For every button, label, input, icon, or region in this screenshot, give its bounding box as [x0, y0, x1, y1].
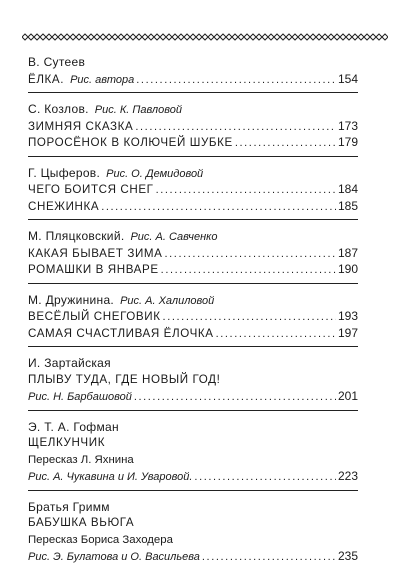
toc-entry[interactable]	[28, 198, 358, 215]
toc-entry[interactable]	[28, 515, 358, 532]
toc-entry[interactable]	[28, 118, 358, 135]
dot-leader	[101, 199, 336, 216]
author-name: М. Пляцковский.	[28, 229, 125, 243]
toc-section-tsyferov	[28, 163, 358, 221]
toc-entry[interactable]	[28, 372, 358, 389]
illustrator-credit: Рис. А. Чукавина и И. Уваровой.	[28, 471, 193, 483]
story-title: ЧЕГО БОИТСЯ СНЕГ	[28, 183, 154, 196]
illustrator-credit: Рис. О. Демидовой	[106, 167, 204, 180]
illustrator-credit: Рис. автора	[70, 73, 135, 86]
dot-leader	[194, 469, 336, 486]
toc-entry[interactable]	[28, 71, 358, 88]
illustrator-credit: Рис. К. Павловой	[94, 104, 182, 116]
page-number: 197	[337, 325, 358, 340]
dot-leader	[216, 326, 336, 343]
toc-section-suteev	[28, 52, 358, 93]
dot-leader	[202, 549, 336, 566]
dot-leader	[136, 72, 336, 89]
story-title: ЁЛКА.	[28, 72, 65, 86]
dot-leader	[164, 246, 335, 263]
toc-entry[interactable]	[28, 261, 358, 278]
dot-leader	[156, 182, 336, 199]
toc-section-plyatskovsky	[28, 226, 358, 284]
toc-section-grimm	[28, 497, 358, 570]
page-number: 184	[337, 182, 358, 196]
dot-leader	[134, 389, 336, 406]
page-number: 154	[337, 71, 358, 86]
page-number: 235	[337, 549, 358, 563]
retold-by: Пересказ Бориса Заходера	[28, 533, 173, 546]
toc-entry[interactable]	[28, 134, 358, 151]
author-name: М. Дружинина.	[28, 292, 115, 307]
page-number: 193	[337, 309, 358, 323]
toc-entry[interactable]	[28, 308, 358, 325]
toc-section-zartayskaya	[28, 353, 358, 411]
story-title: КАКАЯ БЫВАЕТ ЗИМА	[28, 246, 163, 260]
author-name: С. Козлов.	[28, 102, 89, 116]
toc-section-druzhinina	[28, 290, 358, 348]
illustrator-credit: Рис. А. Савченко	[130, 231, 218, 243]
story-title: РОМАШКИ В ЯНВАРЕ	[28, 263, 159, 276]
page-number: 173	[337, 118, 358, 133]
author-name: Г. Цыферов.	[28, 165, 101, 180]
toc-section-kozlov	[28, 99, 358, 157]
decorative-border	[22, 32, 388, 42]
author-name: Э. Т. А. Гофман	[28, 419, 119, 434]
retold-by: Пересказ Л. Яхнина	[28, 453, 134, 466]
dot-leader	[135, 119, 336, 136]
author-name: И. Зартайская	[28, 356, 111, 370]
page-number: 201	[337, 389, 358, 403]
story-title: БАБУШКА ВЬЮГА	[28, 516, 135, 529]
page-number: 179	[337, 135, 358, 149]
author-name: Братья Гримм	[28, 499, 110, 514]
story-title: ЩЕЛКУНЧИК	[28, 436, 106, 449]
story-title: ПОРОСЁНОК В КОЛЮЧЕЙ ШУБКЕ	[28, 136, 233, 149]
story-title: ЗИМНЯЯ СКАЗКА	[28, 119, 134, 133]
story-title: ПЛЫВУ ТУДА, ГДЕ НОВЫЙ ГОД!	[28, 372, 221, 386]
toc-entry[interactable]	[28, 325, 358, 342]
toc-entry[interactable]	[28, 245, 358, 262]
story-title: САМАЯ СЧАСТЛИВАЯ ЁЛОЧКА	[28, 326, 214, 340]
toc-entry[interactable]	[28, 181, 358, 198]
author-name: В. Сутеев	[28, 55, 86, 69]
story-title: СНЕЖИНКА	[28, 199, 100, 213]
illustrator-credit: Рис. А. Халиловой	[120, 294, 215, 307]
toc-entry[interactable]	[28, 435, 358, 452]
story-title: ВЕСЁЛЫЙ СНЕГОВИК	[28, 310, 161, 323]
table-of-contents	[28, 52, 358, 576]
page-number: 187	[337, 245, 358, 260]
page-number: 223	[337, 469, 358, 483]
illustrator-credit: Рис. Н. Барбашовой	[28, 391, 132, 403]
dot-leader	[161, 262, 336, 279]
illustrator-credit: Рис. Э. Булатова и О. Васильева	[28, 551, 200, 563]
page-number: 190	[337, 262, 358, 276]
dot-leader	[235, 135, 336, 152]
toc-section-hoffmann	[28, 417, 358, 491]
dot-leader	[163, 309, 336, 326]
page-number: 185	[337, 198, 358, 213]
